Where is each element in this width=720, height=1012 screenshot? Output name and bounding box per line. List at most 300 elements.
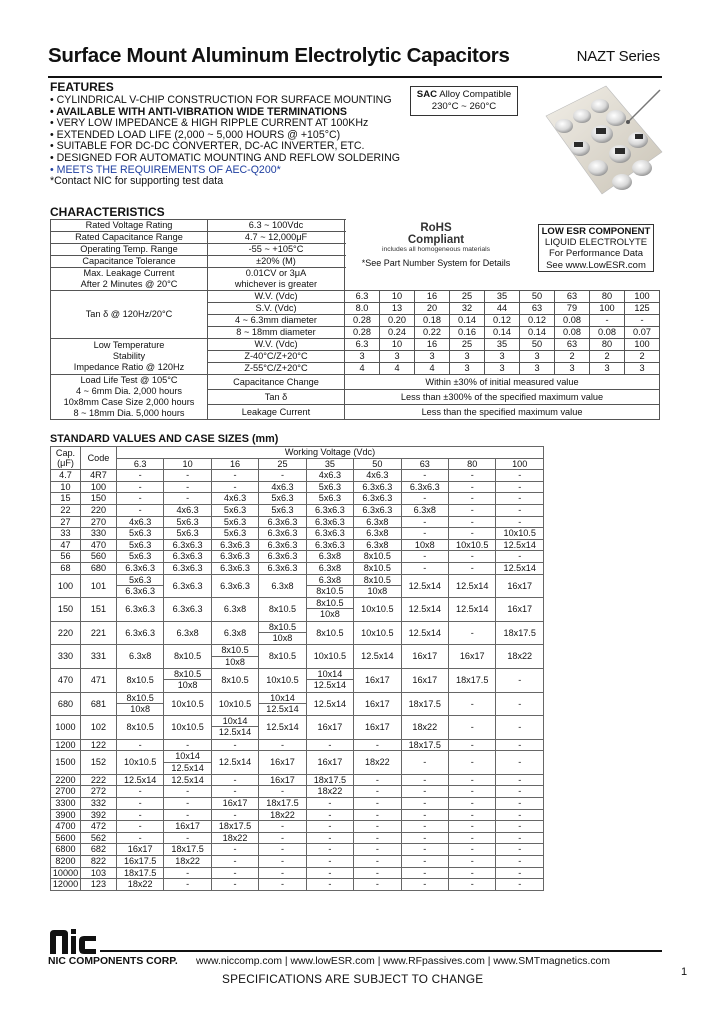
lowtemp-label xyxy=(51,339,208,375)
case-size-top: 10x14 xyxy=(212,716,258,727)
case-size-cell: - xyxy=(116,739,163,751)
case-size-cell: - xyxy=(496,832,544,844)
case-size-cell: - xyxy=(116,481,163,493)
standard-values-heading: STANDARD VALUES AND CASE SIZES (mm) xyxy=(50,433,279,445)
row-value: 50 xyxy=(520,291,555,303)
cap-cell: 680 xyxy=(51,692,81,716)
row-name: Tan δ xyxy=(208,390,345,405)
case-size-cell: 4x6.3 xyxy=(259,481,306,493)
code-cell: 102 xyxy=(80,716,116,740)
case-size-cell: 6.3x8 xyxy=(306,562,353,574)
case-size-cell: - xyxy=(211,844,258,856)
case-size-cell: - xyxy=(211,739,258,751)
table-row xyxy=(51,621,544,645)
voltage-header: 10 xyxy=(164,458,211,470)
case-size-bottom: 10x8 xyxy=(367,585,388,596)
row-value: - xyxy=(590,315,625,327)
row-value: 32 xyxy=(450,303,485,315)
table-row xyxy=(51,493,544,505)
cap-header-line: Cap. xyxy=(55,447,76,458)
company-name: NIC COMPONENTS CORP. xyxy=(48,956,178,967)
feature-item: • CYLINDRICAL V-CHIP CONSTRUCTION FOR SURFACE MOUNTING xyxy=(50,94,392,106)
row-value: 0.14 xyxy=(520,327,555,339)
row-value: 63 xyxy=(555,339,590,351)
row-value: Less than the specified maximum value xyxy=(345,405,660,420)
voltage-header: 35 xyxy=(306,458,353,470)
case-size-cell: 18x22 xyxy=(259,809,306,821)
case-size-cell: - xyxy=(306,821,353,833)
case-size-cell: - xyxy=(401,856,448,868)
case-size-cell: - xyxy=(449,844,496,856)
table-row xyxy=(51,739,544,751)
case-size-cell: 10x10.5 xyxy=(164,692,211,716)
char-value xyxy=(208,268,345,291)
case-size-cell: - xyxy=(259,832,306,844)
case-size-cell: - xyxy=(449,470,496,482)
cap-cell: 220 xyxy=(51,621,81,645)
row-value: 3 xyxy=(415,351,450,363)
row-value: 63 xyxy=(520,303,555,315)
row-name: Capacitance Change xyxy=(208,375,345,390)
feature-item: *Contact NIC for supporting test data xyxy=(50,175,224,188)
char-label: Rated Voltage Rating xyxy=(51,220,208,232)
case-size-cell: 4x6.3 xyxy=(211,493,258,505)
row-value: 20 xyxy=(415,303,450,315)
case-size-cell xyxy=(116,574,163,598)
rohs-note: includes all homogeneous materials xyxy=(381,246,491,253)
case-size-cell: 16x17 xyxy=(306,751,353,775)
row-value: 16 xyxy=(415,339,450,351)
case-size-cell: - xyxy=(354,844,401,856)
leakage-value1: 0.01CV or 3μA xyxy=(245,268,307,278)
row-value: 35 xyxy=(485,291,520,303)
case-size-cell: - xyxy=(306,856,353,868)
code-header: Code xyxy=(80,447,116,470)
case-size-bottom: 10x8 xyxy=(177,680,198,691)
char-value: 6.3 ~ 100Vdc xyxy=(208,220,345,232)
leakage-value2: whichever is greater xyxy=(234,279,318,289)
case-size-cell: 18x17.5 xyxy=(496,621,544,645)
case-size-cell: 6.3x6.3 xyxy=(354,504,401,516)
table-row xyxy=(51,786,544,798)
case-size-cell: 16x17 xyxy=(354,716,401,740)
row-value: 3 xyxy=(345,351,380,363)
case-size-cell: 16x17.5 xyxy=(116,856,163,868)
case-size-cell: - xyxy=(496,809,544,821)
esr-line4: See www.LowESR.com xyxy=(546,259,646,271)
code-cell: 680 xyxy=(80,562,116,574)
case-size-cell: - xyxy=(211,879,258,891)
case-size-top: 10x14 xyxy=(259,693,305,704)
row-value: 25 xyxy=(450,339,485,351)
row-value: 3 xyxy=(485,351,520,363)
capacitor-photo xyxy=(536,82,664,206)
case-size-cell: - xyxy=(306,832,353,844)
table-row xyxy=(51,504,544,516)
case-size-cell: 12.5x14 xyxy=(401,621,448,645)
case-size-cell: 16x17 xyxy=(449,645,496,669)
table-row xyxy=(51,470,544,482)
case-size-cell: - xyxy=(354,774,401,786)
lowtemp-label-line: Stability xyxy=(112,351,146,361)
rohs-part-note: *See Part Number System for Details xyxy=(361,258,511,268)
case-size-cell: - xyxy=(116,786,163,798)
case-size-cell: 12.5x14 xyxy=(116,774,163,786)
row-value: 2 xyxy=(590,351,625,363)
case-size-cell: 16x17 xyxy=(401,645,448,669)
row-name: 8 ~ 18mm diameter xyxy=(208,327,345,339)
row-value: 25 xyxy=(450,291,485,303)
case-size-cell: 8x10.5 xyxy=(116,668,163,692)
case-size-cell: - xyxy=(496,844,544,856)
row-value: 3 xyxy=(555,363,590,375)
case-size-cell: - xyxy=(449,809,496,821)
code-cell: 122 xyxy=(80,739,116,751)
case-size-cell: - xyxy=(164,739,211,751)
nic-logo xyxy=(48,928,98,956)
case-size-cell: - xyxy=(354,879,401,891)
case-size-cell: 5x6.3 xyxy=(164,516,211,528)
case-size-cell: - xyxy=(449,879,496,891)
row-value: 100 xyxy=(625,291,660,303)
case-size-cell: - xyxy=(306,809,353,821)
case-size-cell: 6.3x6.3 xyxy=(211,562,258,574)
case-size-cell xyxy=(164,668,211,692)
row-value: 0.18 xyxy=(415,315,450,327)
row-value: 10 xyxy=(380,339,415,351)
char-row xyxy=(51,291,660,303)
case-size-cell: - xyxy=(496,551,544,563)
loadlife-label-line: 4 ~ 6mm Dia. 2,000 hours xyxy=(76,386,182,396)
table-row xyxy=(51,598,544,622)
case-size-cell: - xyxy=(164,879,211,891)
cap-cell: 10000 xyxy=(51,867,81,879)
case-size-cell: 10x10.5 xyxy=(164,716,211,740)
row-value: 0.24 xyxy=(380,327,415,339)
case-size-cell: - xyxy=(306,879,353,891)
case-size-cell xyxy=(306,668,353,692)
table-row xyxy=(51,821,544,833)
case-size-cell: 5x6.3 xyxy=(164,528,211,540)
voltage-header: 100 xyxy=(496,458,544,470)
case-size-cell: 10x10.5 xyxy=(116,751,163,775)
case-size-bottom: 10x8 xyxy=(272,633,293,644)
case-size-cell: - xyxy=(164,481,211,493)
case-size-cell: 6.3x8 xyxy=(354,516,401,528)
case-size-cell: - xyxy=(449,493,496,505)
table-row xyxy=(51,539,544,551)
spec-notice: SPECIFICATIONS ARE SUBJECT TO CHANGE xyxy=(222,972,484,986)
case-size-cell: 16x17 xyxy=(401,668,448,692)
row-value: 63 xyxy=(555,291,590,303)
row-value: 80 xyxy=(590,339,625,351)
row-value: 0.28 xyxy=(345,327,380,339)
voltage-header: 6.3 xyxy=(116,458,163,470)
row-value: 0.16 xyxy=(450,327,485,339)
case-size-cell: 5x6.3 xyxy=(211,504,258,516)
table-row xyxy=(51,751,544,775)
case-size-cell: 4x6.3 xyxy=(164,504,211,516)
page-number: 1 xyxy=(681,966,688,978)
case-size-cell: 10x10.5 xyxy=(496,528,544,540)
case-size-cell: - xyxy=(306,844,353,856)
case-size-cell: - xyxy=(401,516,448,528)
case-size-cell: - xyxy=(401,798,448,810)
char-label xyxy=(51,268,208,291)
case-size-cell: - xyxy=(401,493,448,505)
row-value: 0.20 xyxy=(380,315,415,327)
table-row xyxy=(51,562,544,574)
char-label: Operating Temp. Range xyxy=(51,244,208,256)
case-size-cell: - xyxy=(496,856,544,868)
case-size-cell: 6.3x6.3 xyxy=(164,562,211,574)
case-size-bottom: 6.3x6.3 xyxy=(125,585,156,596)
case-size-cell: 6.3x6.3 xyxy=(354,481,401,493)
row-value: 44 xyxy=(485,303,520,315)
code-cell: 681 xyxy=(80,692,116,716)
page-title: Surface Mount Aluminum Electrolytic Capacitors xyxy=(48,44,510,67)
case-size-cell: 5x6.3 xyxy=(306,493,353,505)
code-cell: 682 xyxy=(80,844,116,856)
case-size-cell: - xyxy=(496,516,544,528)
sac-alloy-box xyxy=(410,86,518,116)
case-size-cell: 16x17 xyxy=(116,844,163,856)
code-cell: 392 xyxy=(80,809,116,821)
case-size-cell: 5x6.3 xyxy=(259,504,306,516)
code-cell: 103 xyxy=(80,867,116,879)
row-value: 0.08 xyxy=(555,327,590,339)
row-value: 0.14 xyxy=(450,315,485,327)
case-size-cell: - xyxy=(449,798,496,810)
row-value: 3 xyxy=(520,363,555,375)
code-cell: 101 xyxy=(80,574,116,598)
case-size-cell: 5x6.3 xyxy=(306,481,353,493)
case-size-cell: - xyxy=(496,739,544,751)
case-size-cell: - xyxy=(449,739,496,751)
case-size-cell: 8x10.5 xyxy=(164,645,211,669)
table-row xyxy=(51,774,544,786)
case-size-cell: - xyxy=(306,867,353,879)
table-row xyxy=(51,692,544,716)
case-size-cell: - xyxy=(211,481,258,493)
char-value: ±20% (M) xyxy=(208,256,345,268)
case-size-top: 6.3x8 xyxy=(307,575,353,586)
case-size-cell: 4x6.3 xyxy=(306,470,353,482)
case-size-cell: 10x10.5 xyxy=(449,539,496,551)
code-cell: 472 xyxy=(80,821,116,833)
case-size-cell: - xyxy=(116,470,163,482)
row-value: 3 xyxy=(450,363,485,375)
case-size-cell: - xyxy=(354,809,401,821)
case-size-cell: - xyxy=(449,867,496,879)
case-size-cell: 8x10.5 xyxy=(354,551,401,563)
case-size-cell: 6.3x6.3 xyxy=(116,621,163,645)
case-size-cell: 10x10.5 xyxy=(211,692,258,716)
code-cell: 222 xyxy=(80,774,116,786)
case-size-cell: - xyxy=(401,562,448,574)
case-size-cell xyxy=(306,598,353,622)
table-row xyxy=(51,867,544,879)
cap-cell: 27 xyxy=(51,516,81,528)
row-name: Z-55°C/Z+20°C xyxy=(208,363,345,375)
cap-cell: 1000 xyxy=(51,716,81,740)
case-size-bottom: 12.5x14 xyxy=(313,680,347,691)
rohs-title: RoHS xyxy=(420,222,452,234)
cap-cell: 150 xyxy=(51,598,81,622)
table-row xyxy=(51,551,544,563)
case-size-cell: 16x17 xyxy=(354,668,401,692)
voltage-header: 80 xyxy=(449,458,496,470)
cap-cell: 100 xyxy=(51,574,81,598)
cap-cell: 56 xyxy=(51,551,81,563)
row-value: 35 xyxy=(485,339,520,351)
case-size-cell: 6.3x8 xyxy=(354,539,401,551)
row-value: 3 xyxy=(450,351,485,363)
case-size-cell: - xyxy=(116,809,163,821)
case-size-cell: - xyxy=(496,879,544,891)
code-cell: 123 xyxy=(80,879,116,891)
case-size-cell: 16x17 xyxy=(211,798,258,810)
case-size-cell: - xyxy=(496,798,544,810)
case-size-cell: 6.3x6.3 xyxy=(164,539,211,551)
row-value: 0.08 xyxy=(590,327,625,339)
case-size-cell: - xyxy=(164,470,211,482)
row-value: 8.0 xyxy=(345,303,380,315)
row-value: 3 xyxy=(590,363,625,375)
row-value: 0.08 xyxy=(555,315,590,327)
row-value: 10 xyxy=(380,291,415,303)
case-size-cell: - xyxy=(116,798,163,810)
cap-cell: 330 xyxy=(51,645,81,669)
case-size-cell: 16x17 xyxy=(496,598,544,622)
case-size-cell: - xyxy=(449,856,496,868)
footer-links[interactable]: www.niccomp.com | www.lowESR.com | www.RFpassives.com | www.SMTmagnetics.com xyxy=(196,956,610,967)
case-size-cell: 6.3x6.3 xyxy=(211,539,258,551)
case-size-cell: - xyxy=(401,774,448,786)
cap-cell: 3900 xyxy=(51,809,81,821)
cap-cell: 33 xyxy=(51,528,81,540)
case-size-cell: 12.5x14 xyxy=(496,539,544,551)
table-row xyxy=(51,832,544,844)
lowtemp-label-line: Low Temperature xyxy=(93,340,165,350)
case-size-cell: - xyxy=(116,504,163,516)
case-size-cell: - xyxy=(496,716,544,740)
cap-cell: 1500 xyxy=(51,751,81,775)
case-size-cell xyxy=(211,645,258,669)
case-size-top: 8x10.5 xyxy=(259,622,305,633)
cap-cell: 8200 xyxy=(51,856,81,868)
case-size-cell: - xyxy=(211,786,258,798)
case-size-cell: - xyxy=(449,528,496,540)
case-size-cell xyxy=(116,692,163,716)
case-size-cell: - xyxy=(401,751,448,775)
case-size-cell: - xyxy=(164,809,211,821)
case-size-cell: 18x17.5 xyxy=(401,692,448,716)
case-size-cell: - xyxy=(306,739,353,751)
case-size-cell: - xyxy=(354,798,401,810)
series-name: NAZT Series xyxy=(576,48,660,65)
case-size-cell: - xyxy=(401,786,448,798)
feature-item: • AVAILABLE WITH ANTI-VIBRATION WIDE TERMINATIONS xyxy=(50,105,347,118)
case-size-cell: 5x6.3 xyxy=(259,493,306,505)
case-size-cell xyxy=(354,574,401,598)
case-size-cell: - xyxy=(496,751,544,775)
cap-cell: 15 xyxy=(51,493,81,505)
tan-label xyxy=(51,291,208,339)
voltage-header: 25 xyxy=(259,458,306,470)
row-value: 100 xyxy=(625,339,660,351)
cap-header-unit: (μF) xyxy=(57,458,74,469)
char-row xyxy=(51,375,660,390)
case-size-cell: 6.3x6.3 xyxy=(306,539,353,551)
case-size-cell: - xyxy=(449,716,496,740)
cap-header xyxy=(51,447,81,470)
row-name: W.V. (Vdc) xyxy=(208,339,345,351)
case-size-cell: - xyxy=(354,786,401,798)
case-size-cell: 6.3x6.3 xyxy=(259,562,306,574)
case-size-cell: - xyxy=(496,786,544,798)
case-size-cell: - xyxy=(164,832,211,844)
case-size-cell: - xyxy=(401,821,448,833)
feature-list xyxy=(50,95,400,188)
case-size-cell xyxy=(259,692,306,716)
case-size-cell: 6.3x8 xyxy=(116,645,163,669)
case-size-cell: - xyxy=(401,528,448,540)
voltage-header: 16 xyxy=(211,458,258,470)
case-size-cell: 6.3x6.3 xyxy=(211,551,258,563)
rohs-block xyxy=(360,222,512,268)
case-size-cell: - xyxy=(401,551,448,563)
table-row xyxy=(51,481,544,493)
case-size-cell: 18x22 xyxy=(496,645,544,669)
table-row xyxy=(51,668,544,692)
rohs-compliant: Compliant xyxy=(407,234,465,246)
case-size-cell: 12.5x14 xyxy=(306,692,353,716)
case-size-cell: 6.3x6.3 xyxy=(116,598,163,622)
case-size-cell: - xyxy=(354,856,401,868)
table-row xyxy=(51,528,544,540)
case-size-cell: - xyxy=(259,786,306,798)
row-value: 0.28 xyxy=(345,315,380,327)
characteristics-heading: CHARACTERISTICS xyxy=(50,205,165,219)
case-size-cell: 6.3x8 xyxy=(211,598,258,622)
case-size-cell: 6.3x6.3 xyxy=(259,539,306,551)
case-size-cell: - xyxy=(449,516,496,528)
case-size-top: 8x10.5 xyxy=(307,598,353,609)
case-size-cell: 6.3x8 xyxy=(306,551,353,563)
case-size-cell: - xyxy=(164,867,211,879)
loadlife-label-line: 8 ~ 18mm Dia. 5,000 hours xyxy=(73,408,185,418)
table-row xyxy=(51,645,544,669)
row-value: 4 xyxy=(380,363,415,375)
case-size-cell: - xyxy=(401,867,448,879)
row-value: 3 xyxy=(485,363,520,375)
cap-cell: 68 xyxy=(51,562,81,574)
case-size-cell: - xyxy=(164,786,211,798)
cap-cell: 6800 xyxy=(51,844,81,856)
case-size-cell: - xyxy=(259,470,306,482)
row-value: 3 xyxy=(625,363,660,375)
case-size-cell: 6.3x8 xyxy=(211,621,258,645)
case-size-cell: 16x17 xyxy=(259,774,306,786)
case-size-cell: 12.5x14 xyxy=(449,598,496,622)
case-size-cell: 6.3x6.3 xyxy=(401,481,448,493)
case-size-cell: - xyxy=(449,786,496,798)
cap-cell: 470 xyxy=(51,668,81,692)
code-cell: 471 xyxy=(80,668,116,692)
leakage-label1: Max. Leakage Current xyxy=(83,268,175,278)
case-size-cell: 12.5x14 xyxy=(401,598,448,622)
